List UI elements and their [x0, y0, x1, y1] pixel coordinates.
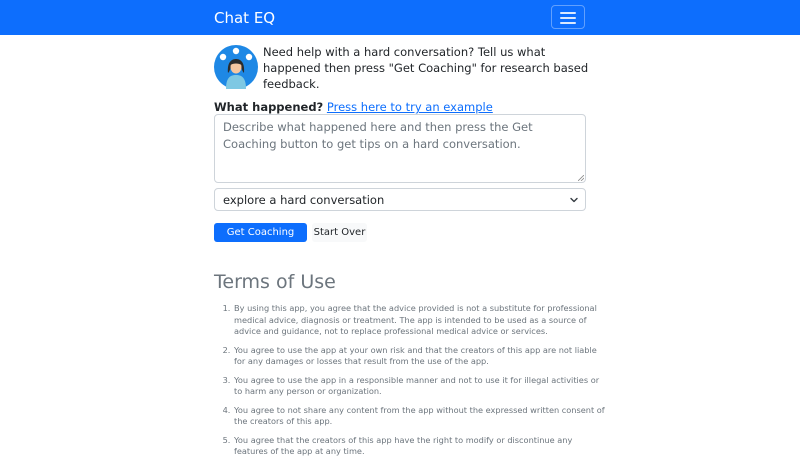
brand-logo[interactable]: Chat EQ — [214, 9, 276, 27]
what-happened-row — [214, 99, 493, 115]
navbar — [0, 0, 800, 35]
coach-avatar-icon — [214, 45, 258, 89]
start-over-button[interactable]: Start Over — [312, 223, 367, 242]
intro-text: Need help with a hard conversation? Tell us what happened then press "Get Coaching" for research based feedback. — [263, 45, 589, 91]
terms-item: 5. You agree that the creators of this app have the right to modify or discontinue any features of the app at any time. — [233, 435, 608, 458]
terms-item: 4. You agree to not share any content from the app without the expressed written consent of the creators of this app. — [233, 405, 608, 428]
what-happened-label: What happened? — [214, 100, 324, 114]
hamburger-menu-icon — [560, 12, 576, 14]
get-coaching-button[interactable]: Get Coaching — [214, 223, 307, 242]
terms-item: 1. By using this app, you agree that the advice provided is not a substitute for professional medical advice, diagnosis or treatment. The app is intended to be used as a source of advice and guidance, not to replace professional medical advice or services. — [233, 303, 608, 338]
terms-title: Terms of Use — [214, 271, 336, 293]
select-value: explore a hard conversation — [223, 193, 385, 207]
chevron-down-icon — [569, 195, 579, 205]
try-example-link[interactable]: Press here to try an example — [326, 100, 493, 114]
hamburger-menu-icon-bar — [560, 22, 576, 24]
what-happened-textarea[interactable] — [214, 114, 586, 183]
conversation-type-select[interactable] — [214, 188, 586, 211]
navbar-toggle-button[interactable] — [551, 5, 585, 29]
hamburger-menu-icon-bar — [560, 17, 576, 19]
terms-item: 2. You agree to use the app at your own risk and that the creators of this app are not liable for any damages or losses that result from the use of the app. — [233, 345, 608, 368]
terms-list — [214, 303, 608, 465]
terms-item: 3. You agree to use the app in a responsible manner and not to use it for illegal activities or to harm any person or organization. — [233, 375, 608, 398]
resize-grip-icon[interactable] — [578, 175, 584, 181]
